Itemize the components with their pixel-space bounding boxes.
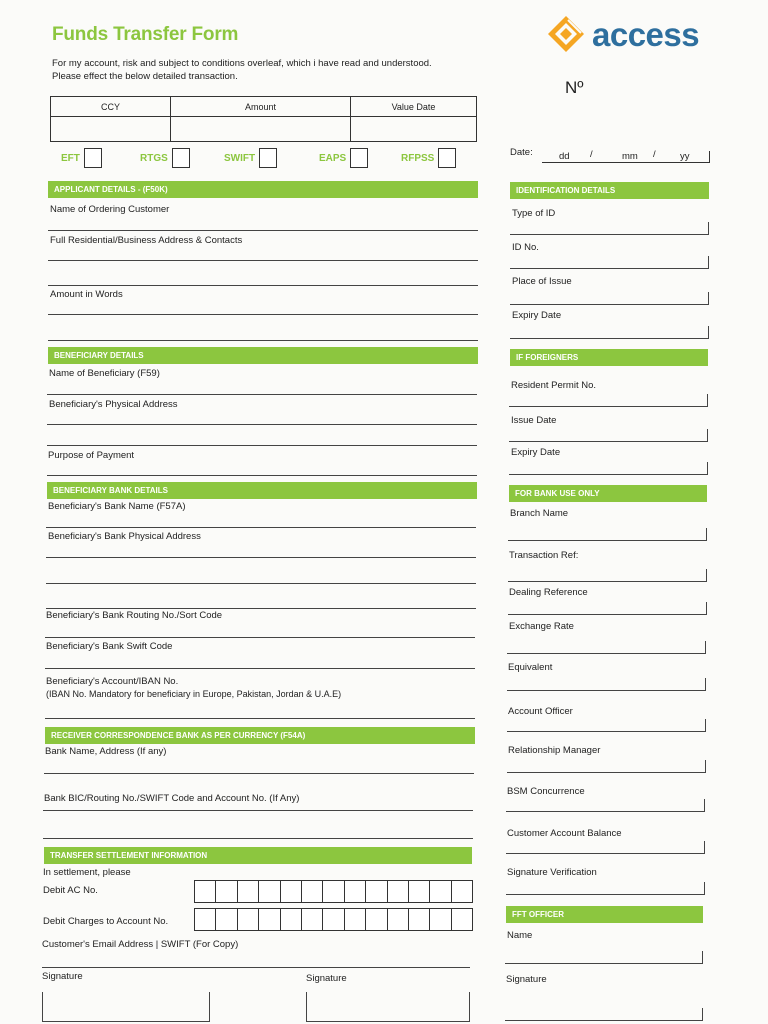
date-underline (542, 162, 710, 163)
form-number-mark: Nº (565, 78, 584, 97)
routing-label: Beneficiary's Bank Routing No./Sort Code (46, 610, 223, 621)
correspondent-bic-field-2[interactable] (43, 838, 473, 839)
eaps-checkbox[interactable] (350, 148, 368, 168)
access-logo (546, 14, 721, 58)
bank-address-field-3[interactable] (46, 608, 476, 609)
account-label: Beneficiary's Account/IBAN No. (46, 676, 179, 687)
amount-words-field-1[interactable] (48, 314, 478, 315)
method-eaps[interactable] (319, 148, 368, 168)
correspondent-bic-label: Bank BIC/Routing No./SWIFT Code and Account No. (If Any) (44, 793, 300, 804)
rfpss-checkbox[interactable] (438, 148, 456, 168)
debit-ac-grid[interactable] (194, 880, 473, 903)
relationship-manager-label: Relationship Manager (508, 745, 601, 756)
equivalent-field[interactable] (507, 678, 706, 691)
date-label: Date: (510, 147, 533, 158)
bsm-field[interactable] (506, 799, 705, 812)
value-date-header: Value Date (351, 97, 477, 117)
bank-use-header: FOR BANK USE ONLY (509, 485, 707, 502)
address-field-2[interactable] (48, 285, 478, 286)
value-date-field[interactable] (351, 117, 477, 142)
settlement-intro: In settlement, please (43, 867, 131, 878)
foreigner-expiry-label: Expiry Date (511, 447, 561, 458)
purpose-field[interactable] (47, 475, 477, 476)
ordering-customer-field[interactable] (48, 230, 478, 231)
amount-words-field-2[interactable] (48, 340, 478, 341)
fft-officer-header: FFT OFFICER (506, 906, 703, 923)
id-type-field[interactable] (510, 222, 709, 235)
place-of-issue-label: Place of Issue (512, 276, 572, 287)
swift-code-label: Beneficiary's Bank Swift Code (46, 641, 173, 652)
transfer-methods (58, 148, 473, 170)
id-no-label: ID No. (512, 242, 539, 253)
exchange-rate-label: Exchange Rate (509, 621, 574, 632)
exchange-rate-field[interactable] (507, 641, 706, 654)
correspondent-bic-field-1[interactable] (43, 810, 473, 811)
beneficiary-name-label: Name of Beneficiary (F59) (49, 368, 160, 379)
logo-text: access (592, 16, 700, 53)
relationship-manager-field[interactable] (507, 760, 706, 773)
signature-2-label: Signature (306, 973, 347, 984)
intro-line-1: For my account, risk and subject to conditions overleaf, which i have read and understood. (52, 58, 432, 69)
correspondent-header: RECEIVER CORRESPONDENCE BANK AS PER CURRENCY (F54A) (45, 727, 475, 744)
diamond-logo-icon (546, 14, 586, 54)
dealing-ref-field[interactable] (508, 602, 707, 615)
bank-name-field[interactable] (46, 527, 476, 528)
date-yy: yy (680, 151, 690, 162)
method-rfpss[interactable] (401, 148, 456, 168)
place-of-issue-field[interactable] (510, 292, 709, 305)
ccy-header: CCY (51, 97, 171, 117)
beneficiary-address-label: Beneficiary's Physical Address (49, 399, 178, 410)
eft-checkbox[interactable] (84, 148, 102, 168)
purpose-label: Purpose of Payment (48, 450, 135, 461)
issue-date-label: Issue Date (511, 415, 557, 426)
debit-charges-grid[interactable] (194, 908, 473, 931)
address-field-1[interactable] (48, 260, 478, 261)
currency-table (50, 96, 477, 142)
branch-name-field[interactable] (508, 528, 707, 541)
date-mm: mm (622, 151, 638, 162)
account-field[interactable] (45, 718, 475, 719)
method-rtgs-label: RTGS (140, 152, 168, 164)
signature-2-box[interactable] (306, 992, 470, 1022)
foreigner-expiry-field[interactable] (509, 462, 708, 475)
id-no-field[interactable] (510, 256, 709, 269)
bsm-label: BSM Concurrence (507, 786, 585, 797)
date-field[interactable] (510, 145, 710, 167)
account-balance-label: Customer Account Balance (507, 828, 622, 839)
signature-verification-field[interactable] (506, 882, 705, 895)
method-swift[interactable] (224, 148, 277, 168)
bank-name-label: Beneficiary's Bank Name (F57A) (48, 501, 186, 512)
equivalent-label: Equivalent (508, 662, 553, 673)
method-rtgs[interactable] (140, 148, 190, 168)
account-balance-field[interactable] (506, 841, 705, 854)
method-eaps-label: EAPS (319, 152, 347, 164)
correspondent-name-field[interactable] (44, 773, 474, 774)
bank-address-field-1[interactable] (46, 557, 476, 558)
ordering-customer-label: Name of Ordering Customer (50, 204, 170, 215)
permit-label: Resident Permit No. (511, 380, 597, 391)
dealing-ref-label: Dealing Reference (509, 587, 588, 598)
bank-address-field-2[interactable] (46, 583, 476, 584)
routing-field[interactable] (45, 637, 475, 638)
address-label: Full Residential/Business Address & Contacts (50, 235, 243, 246)
signature-verification-label: Signature Verification (507, 867, 597, 878)
method-eft-label: EFT (61, 152, 80, 164)
applicant-header: APPLICANT DETAILS - (F50K) (48, 181, 478, 198)
identification-header: IDENTIFICATION DETAILS (510, 182, 709, 199)
branch-name-label: Branch Name (510, 508, 569, 519)
id-type-label: Type of ID (512, 208, 556, 219)
rtgs-checkbox[interactable] (172, 148, 190, 168)
beneficiary-name-field[interactable] (47, 394, 477, 395)
email-label: Customer's Email Address | SWIFT (For Copy) (42, 939, 239, 950)
settlement-header: TRANSFER SETTLEMENT INFORMATION (44, 847, 472, 864)
permit-field[interactable] (509, 394, 708, 407)
ccy-field[interactable] (51, 117, 171, 142)
intro-line-2: Please effect the below detailed transaction. (52, 71, 238, 82)
account-officer-field[interactable] (507, 719, 706, 732)
date-end-tick (709, 151, 710, 163)
email-field[interactable] (42, 967, 470, 968)
method-swift-label: SWIFT (224, 152, 256, 164)
beneficiary-address-field-2[interactable] (47, 445, 477, 446)
form-intro (52, 57, 472, 83)
method-rfpss-label: RFPSS (401, 152, 435, 164)
date-sep-1: / (590, 149, 593, 160)
bank-header: BENEFICIARY BANK DETAILS (47, 482, 477, 499)
amount-words-label: Amount in Words (50, 289, 123, 300)
swift-checkbox[interactable] (259, 148, 277, 168)
fft-name-label: Name (507, 930, 533, 941)
signature-1-label: Signature (42, 971, 83, 982)
txn-ref-field[interactable] (508, 569, 707, 582)
foreigners-header: IF FOREIGNERS (510, 349, 708, 366)
swift-code-field[interactable] (45, 668, 475, 669)
signature-1-box[interactable] (42, 992, 210, 1022)
debit-ac-label: Debit AC No. (43, 885, 98, 896)
form-title: Funds Transfer Form (52, 24, 239, 45)
amount-header: Amount (171, 97, 351, 117)
fft-signature-label: Signature (506, 974, 547, 985)
txn-ref-label: Transaction Ref: (509, 550, 579, 561)
date-dd: dd (559, 151, 570, 162)
method-eft[interactable] (61, 148, 102, 168)
fft-name-field[interactable] (505, 951, 703, 964)
fft-signature-field[interactable] (505, 1008, 703, 1021)
id-expiry-label: Expiry Date (512, 310, 562, 321)
beneficiary-header: BENEFICIARY DETAILS (48, 347, 478, 364)
debit-charges-label: Debit Charges to Account No. (43, 916, 169, 927)
bank-address-label: Beneficiary's Bank Physical Address (48, 531, 201, 542)
amount-field[interactable] (171, 117, 351, 142)
account-officer-label: Account Officer (508, 706, 573, 717)
date-sep-2: / (653, 149, 656, 160)
beneficiary-address-field-1[interactable] (47, 424, 477, 425)
iban-note: (IBAN No. Mandatory for beneficiary in Europe, Pakistan, Jordan & U.A.E) (46, 689, 342, 699)
correspondent-name-label: Bank Name, Address (If any) (45, 746, 167, 757)
issue-date-field[interactable] (509, 429, 708, 442)
id-expiry-field[interactable] (510, 326, 709, 339)
